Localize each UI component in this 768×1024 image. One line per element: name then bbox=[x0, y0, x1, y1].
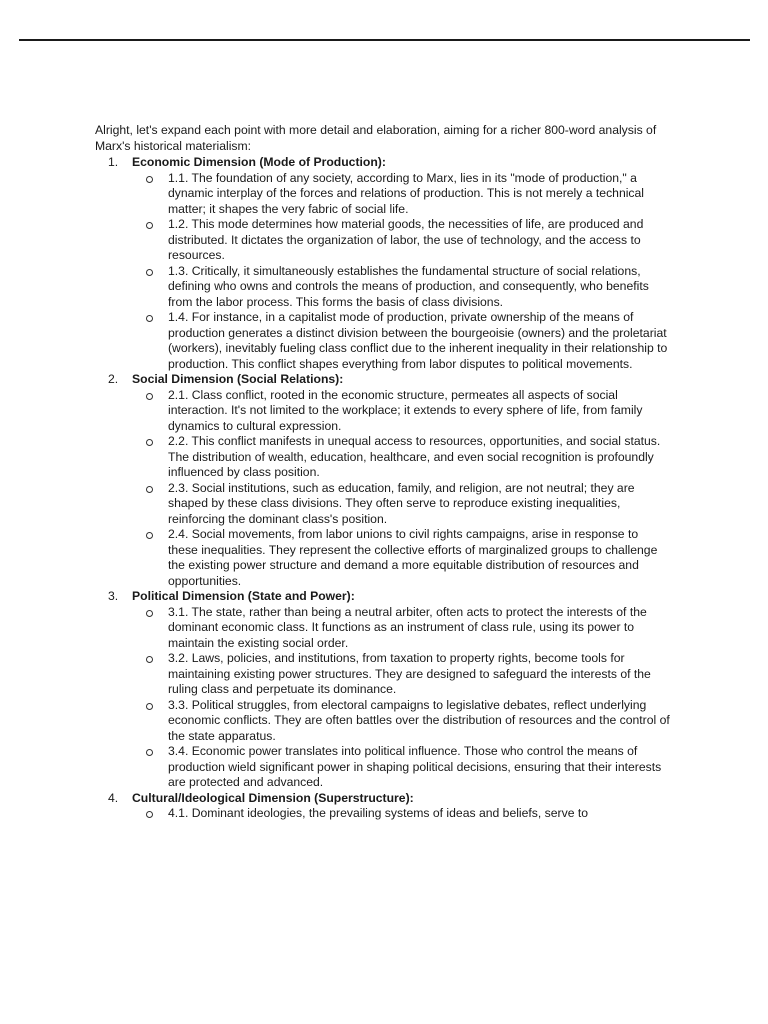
section-heading bbox=[95, 589, 670, 605]
top-divider bbox=[19, 39, 750, 41]
list-item bbox=[95, 698, 670, 745]
hollow-circle-bullet-icon bbox=[146, 269, 153, 276]
list-item bbox=[95, 651, 670, 698]
list-item-text: 3.2. Laws, policies, and institutions, from taxation to property rights, become tools for maintaining existing power structures. They are designed to safeguard the interests of the ruling class and perpetuate its dominance. bbox=[168, 651, 651, 696]
list-item-text: 2.4. Social movements, from labor unions to civil rights campaigns, arise in response to these inequalities. They represent the collective efforts of marginalized groups to challenge the existing power structure and demand a more equitable distribution of resources and opportunities. bbox=[168, 527, 658, 588]
document-body bbox=[95, 123, 670, 822]
hollow-circle-bullet-icon bbox=[146, 315, 153, 322]
section-title: Social Dimension (Social Relations): bbox=[132, 372, 344, 386]
list-item bbox=[95, 481, 670, 528]
section-title: Cultural/Ideological Dimension (Superstructure): bbox=[132, 790, 414, 805]
section-heading bbox=[95, 372, 670, 388]
section-3 bbox=[95, 589, 670, 791]
list-item bbox=[95, 434, 670, 481]
list-item-text: 1.1. The foundation of any society, according to Marx, lies in its "mode of production," a dynamic interplay of the forces and relations of production. This is not merely a technical matter; it shapes the very fabric of social life. bbox=[168, 170, 645, 216]
section-1 bbox=[95, 155, 670, 372]
hollow-circle-bullet-icon bbox=[146, 811, 153, 818]
list-item bbox=[95, 605, 670, 652]
hollow-circle-bullet-icon bbox=[146, 532, 153, 539]
list-item-text: 3.1. The state, rather than being a neutral arbiter, often acts to protect the interests of the dominant economic class. It functions as an instrument of class rule, using its power to maintain the existing social order. bbox=[168, 604, 647, 650]
list-item-text: 1.3. Critically, it simultaneously establishes the fundamental structure of social relations, defining who owns and controls the means of production, and consequently, who benefits from the labor process. This forms the basis of class divisions. bbox=[168, 263, 649, 309]
intro-paragraph: Alright, let's expand each point with more detail and elaboration, aiming for a richer 800-word analysis of Marx's historical materialism: bbox=[95, 123, 657, 153]
hollow-circle-bullet-icon bbox=[146, 749, 153, 756]
list-item-text: 2.1. Class conflict, rooted in the economic structure, permeates all aspects of social interaction. It's not limited to the workplace; it extends to every sphere of life, from family dynamics to cultural expression. bbox=[168, 387, 643, 433]
hollow-circle-bullet-icon bbox=[146, 222, 153, 229]
section-title: Political Dimension (State and Power): bbox=[132, 589, 355, 603]
list-item bbox=[95, 310, 670, 372]
list-item bbox=[95, 171, 670, 218]
list-item bbox=[95, 388, 670, 435]
section-number: 4. bbox=[108, 790, 119, 805]
list-item bbox=[95, 744, 670, 791]
section-title: Economic Dimension (Mode of Production): bbox=[132, 155, 386, 169]
list-item-text: 1.4. For instance, in a capitalist mode of production, private ownership of the means of production generates a distinct division between the bourgeoisie (owners) and the proletariat (workers), inevitably fueling class conflict due to the inherent inequality in their relationship to production. This conflict shapes everything from labor disputes to political movements. bbox=[168, 310, 668, 371]
section-number: 3. bbox=[108, 589, 119, 603]
section-heading bbox=[95, 791, 670, 807]
list-item bbox=[95, 527, 670, 589]
list-item-text: 2.3. Social institutions, such as education, family, and religion, are not neutral; they are shaped by these class divisions. They often serve to reproduce existing inequalities, reinforcing the dominant class's position. bbox=[168, 480, 635, 526]
section-2 bbox=[95, 372, 670, 589]
list-item bbox=[95, 217, 670, 264]
sub-point-list bbox=[95, 605, 670, 791]
hollow-circle-bullet-icon bbox=[146, 610, 153, 617]
list-item bbox=[95, 806, 670, 822]
section-number: 1. bbox=[108, 155, 119, 169]
section-heading bbox=[95, 155, 670, 171]
hollow-circle-bullet-icon bbox=[146, 486, 153, 493]
sub-point-list bbox=[95, 388, 670, 590]
hollow-circle-bullet-icon bbox=[146, 176, 153, 183]
list-item-text: 1.2. This mode determines how material goods, the necessities of life, are produced and distributed. It dictates the organization of labor, the use of technology, and the access to resources. bbox=[168, 217, 644, 262]
list-item-text: 4.1. Dominant ideologies, the prevailing systems of ideas and beliefs, serve to bbox=[168, 806, 589, 820]
list-item-text: 3.3. Political struggles, from electoral campaigns to legislative debates, reflect underlying economic conflicts. They are often battles over the distribution of resources and the control of the state apparatus. bbox=[168, 697, 670, 743]
hollow-circle-bullet-icon bbox=[146, 656, 153, 663]
sub-point-list bbox=[95, 171, 670, 373]
section-number: 2. bbox=[108, 372, 119, 386]
section-list bbox=[95, 155, 670, 822]
list-item-text: 3.4. Economic power translates into political influence. Those who control the means of production wield significant power in shaping political decisions, ensuring that their interests are protected and advanced. bbox=[168, 744, 662, 789]
hollow-circle-bullet-icon bbox=[146, 439, 153, 446]
list-item-text: 2.2. This conflict manifests in unequal access to resources, opportunities, and social status. The distribution of wealth, education, healthcare, and even social recognition is profoundly influenced by class position. bbox=[168, 434, 661, 479]
section-4 bbox=[95, 791, 670, 822]
hollow-circle-bullet-icon bbox=[146, 393, 153, 400]
hollow-circle-bullet-icon bbox=[146, 703, 153, 710]
sub-point-list bbox=[95, 806, 670, 822]
list-item bbox=[95, 264, 670, 311]
